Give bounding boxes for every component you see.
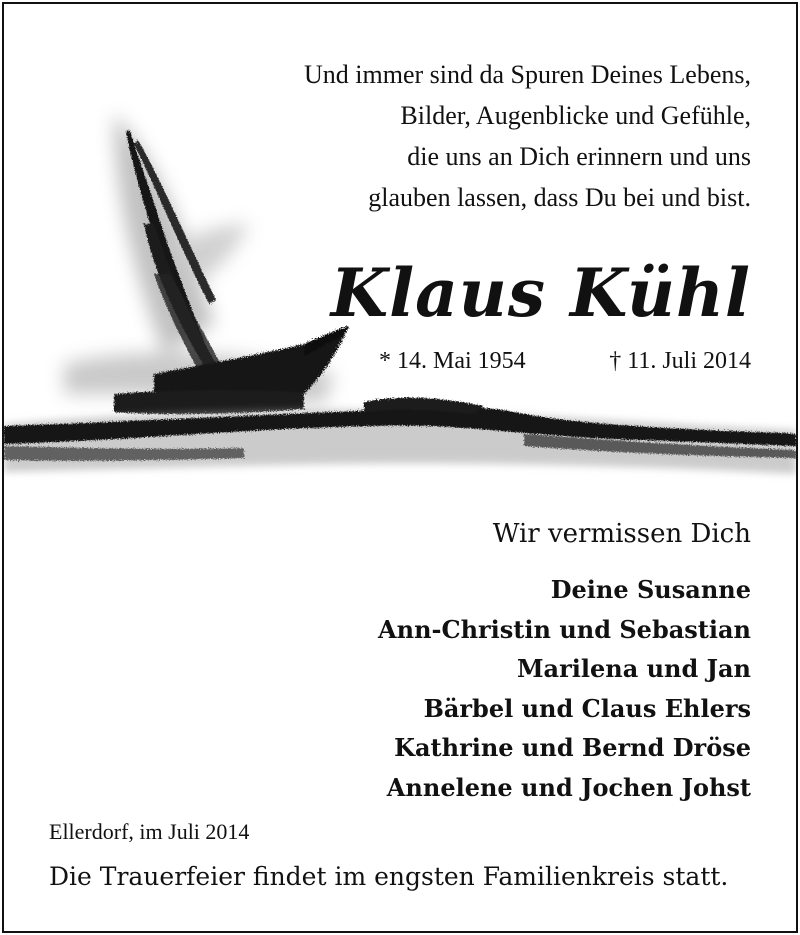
mourner-name: Kathrine und Bernd Dröse: [394, 733, 751, 762]
poem-line: die uns an Dich erinnern und uns: [407, 142, 751, 171]
mourner-name: Deine Susanne: [550, 575, 751, 604]
deceased-name: Klaus Kühl: [330, 254, 751, 332]
poem: [151, 54, 751, 218]
poem-line: Bilder, Augenblicke und Gefühle,: [400, 101, 751, 130]
mourner-name: Marilena und Jan: [516, 654, 751, 683]
mourners-list: [251, 570, 751, 807]
mourners-intro: Wir vermissen Dich: [492, 519, 751, 549]
mourner-name: Ann-Christin und Sebastian: [378, 614, 751, 644]
poem-line: Und immer sind da Spuren Deines Lebens,: [304, 60, 751, 89]
poem-line: glauben lassen, dass Du bei und bist.: [368, 183, 751, 212]
mourner-name: Annelene und Jochen Johst: [386, 772, 751, 802]
birth-date: * 14. Mai 1954: [379, 348, 526, 374]
place-date: Ellerdorf, im Juli 2014: [49, 819, 250, 844]
mourner-name: Bärbel und Claus Ehlers: [423, 693, 751, 723]
funeral-note: Die Trauerfeier findet im engsten Familienkreis statt.: [49, 862, 729, 891]
obituary-notice: [2, 2, 798, 933]
death-date: † 11. Juli 2014: [609, 348, 751, 374]
